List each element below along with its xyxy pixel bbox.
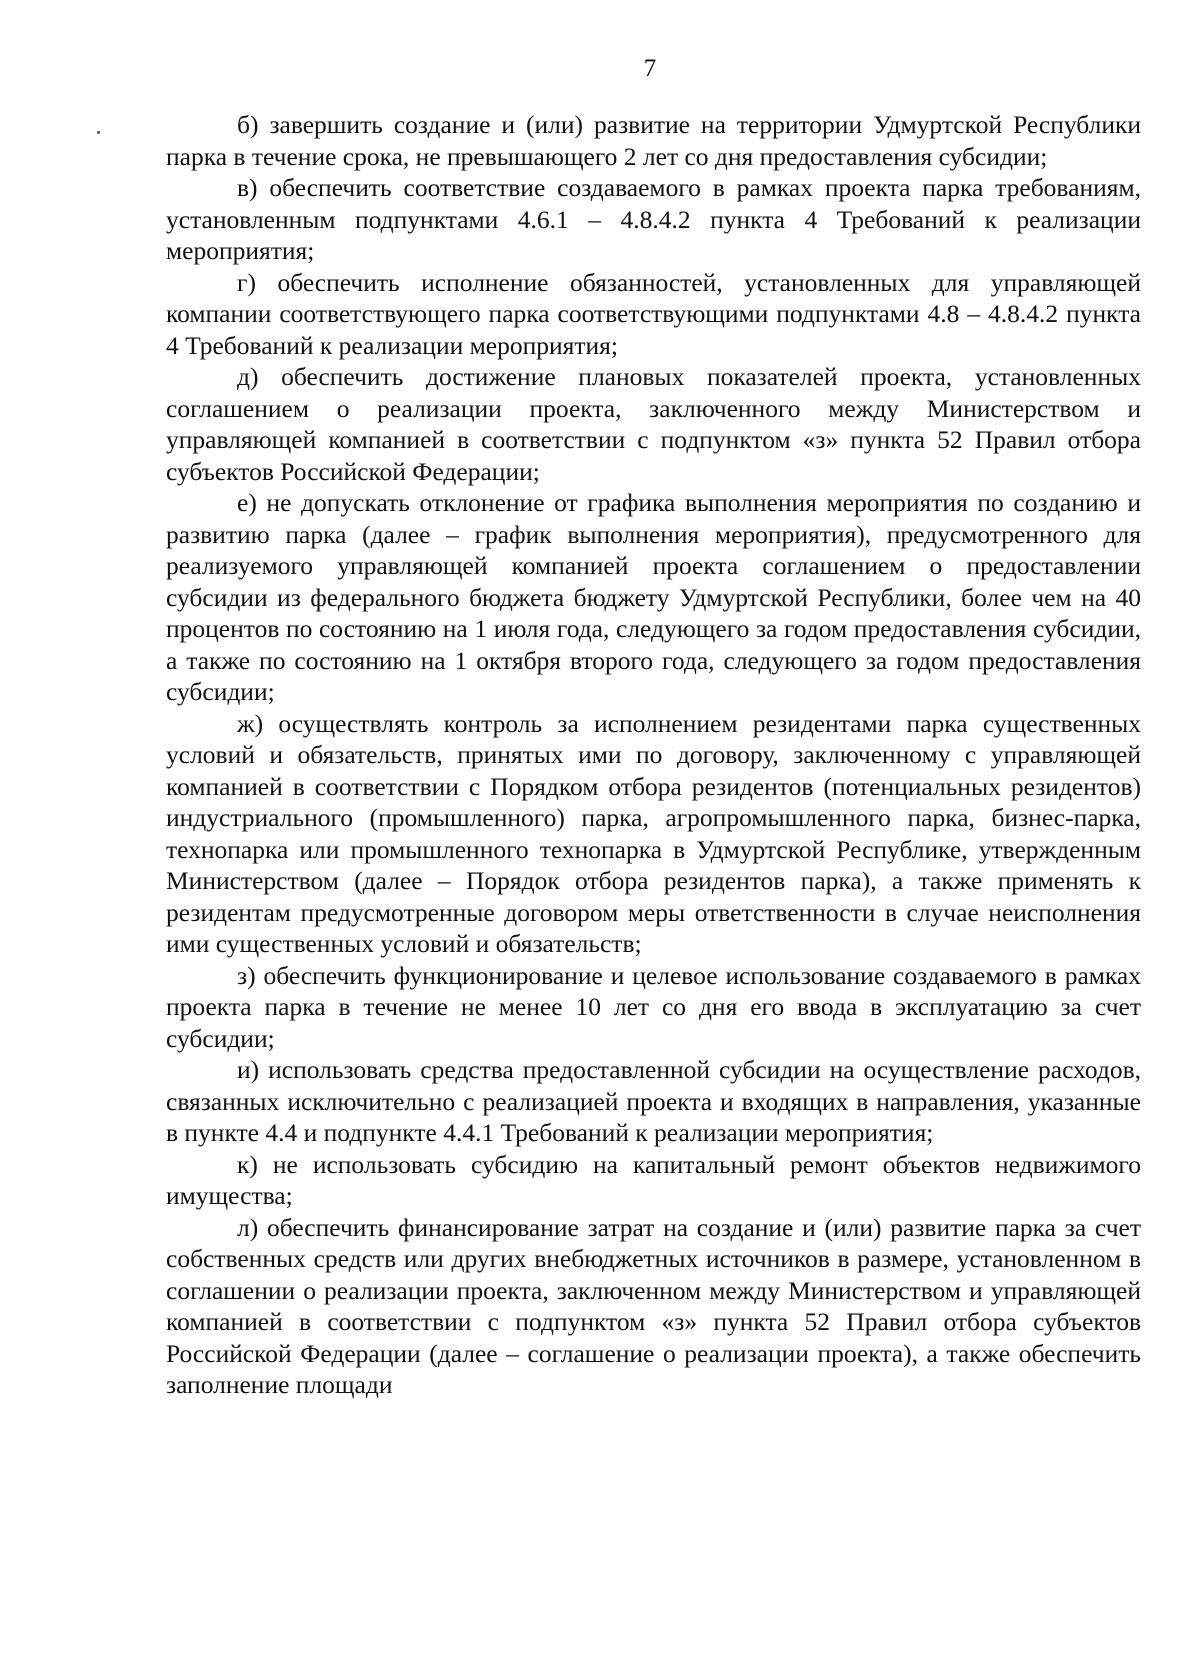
paragraph-v: в) обеспечить соответствие создаваемого в рамках проекта парка требованиям, установленным подпунктами 4.6.1 – 4.8.4.2 пункта 4 Требований к реализации мероприятия; [166,173,1141,265]
paragraph-zh: ж) осуществлять контроль за исполнением резидентами парка существенных условий и обязательств, принятых ими по договору, заключенному с управляющей компанией в соответствии с Порядком отбора резидентов (потенциальных резидентов) индустриального (промышленного) парка, агропромышленного парка, бизнес-парка, технопарка или промышленного технопарка в Удмуртской Республике, утвержденным Министерством (далее – Порядок отбора резидентов парка), а также применять к резидентам предусмотренные договором меры ответственности в случае неисполнения ими существенных условий и обязательств; [166,708,1141,958]
scan-speck [97,131,100,134]
paragraph-e: е) не допускать отклонение от графика выполнения мероприятия по созданию и развитию парка (далее – график выполнения мероприятия), предусмотренного для реализуемого управляющей компанией проекта соглашением о предоставлении субсидии из федерального бюджета бюджету Удмуртской Республики, более чем на 40 процентов по состоянию на 1 июля года, следующего за годом предоставления субсидии, а также по состоянию на 1 октября второго года, следующего за годом предоставления субсидии; [166,488,1141,706]
document-body [166,109,1141,1401]
paragraph-d: д) обеспечить достижение плановых показателей проекта, установленных соглашением о реализации проекта, заключенного между Министерством и управляющей компанией в соответствии с подпунктом «з» пункта 52 Правил отбора субъектов Российской Федерации; [166,362,1141,486]
paragraph-g: г) обеспечить исполнение обязанностей, установленных для управляющей компании соответствующего парка соответствующими подпунктами 4.8 – 4.8.4.2 пункта 4 Требований к реализации мероприятия; [166,267,1141,360]
page-number: 7 [643,55,657,82]
paragraph-z: з) обеспечить функционирование и целевое использование создаваемого в рамках проекта парка в течение не менее 10 лет со дня его ввода в эксплуатацию за счет субсидии; [166,960,1141,1053]
paragraph-l: л) обеспечить финансирование затрат на создание и (или) развитие парка за счет собственных средств или других внебюджетных источников в размере, установленном в соглашении о реализации проекта, заключенном между Министерством и управляющей компанией в соответствии с подпунктом «з» пункта 52 Правил отбора субъектов Российской Федерации (далее – соглашение о реализации проекта), а также обеспечить заполнение площади [166,1212,1141,1399]
paragraph-i: и) использовать средства предоставленной субсидии на осуществление расходов, связанных исключительно с реализацией проекта и входящих в направления, указанные в пункте 4.4 и подпункте 4.4.1 Требований к реализации мероприятия; [166,1055,1141,1147]
paragraph-b: б) завершить создание и (или) развитие на территории Удмуртской Республики парка в течение срока, не превышающего 2 лет со дня предоставления субсидии; [166,110,1141,171]
paragraph-k: к) не использовать субсидию на капитальный ремонт объектов недвижимого имущества; [166,1149,1141,1210]
